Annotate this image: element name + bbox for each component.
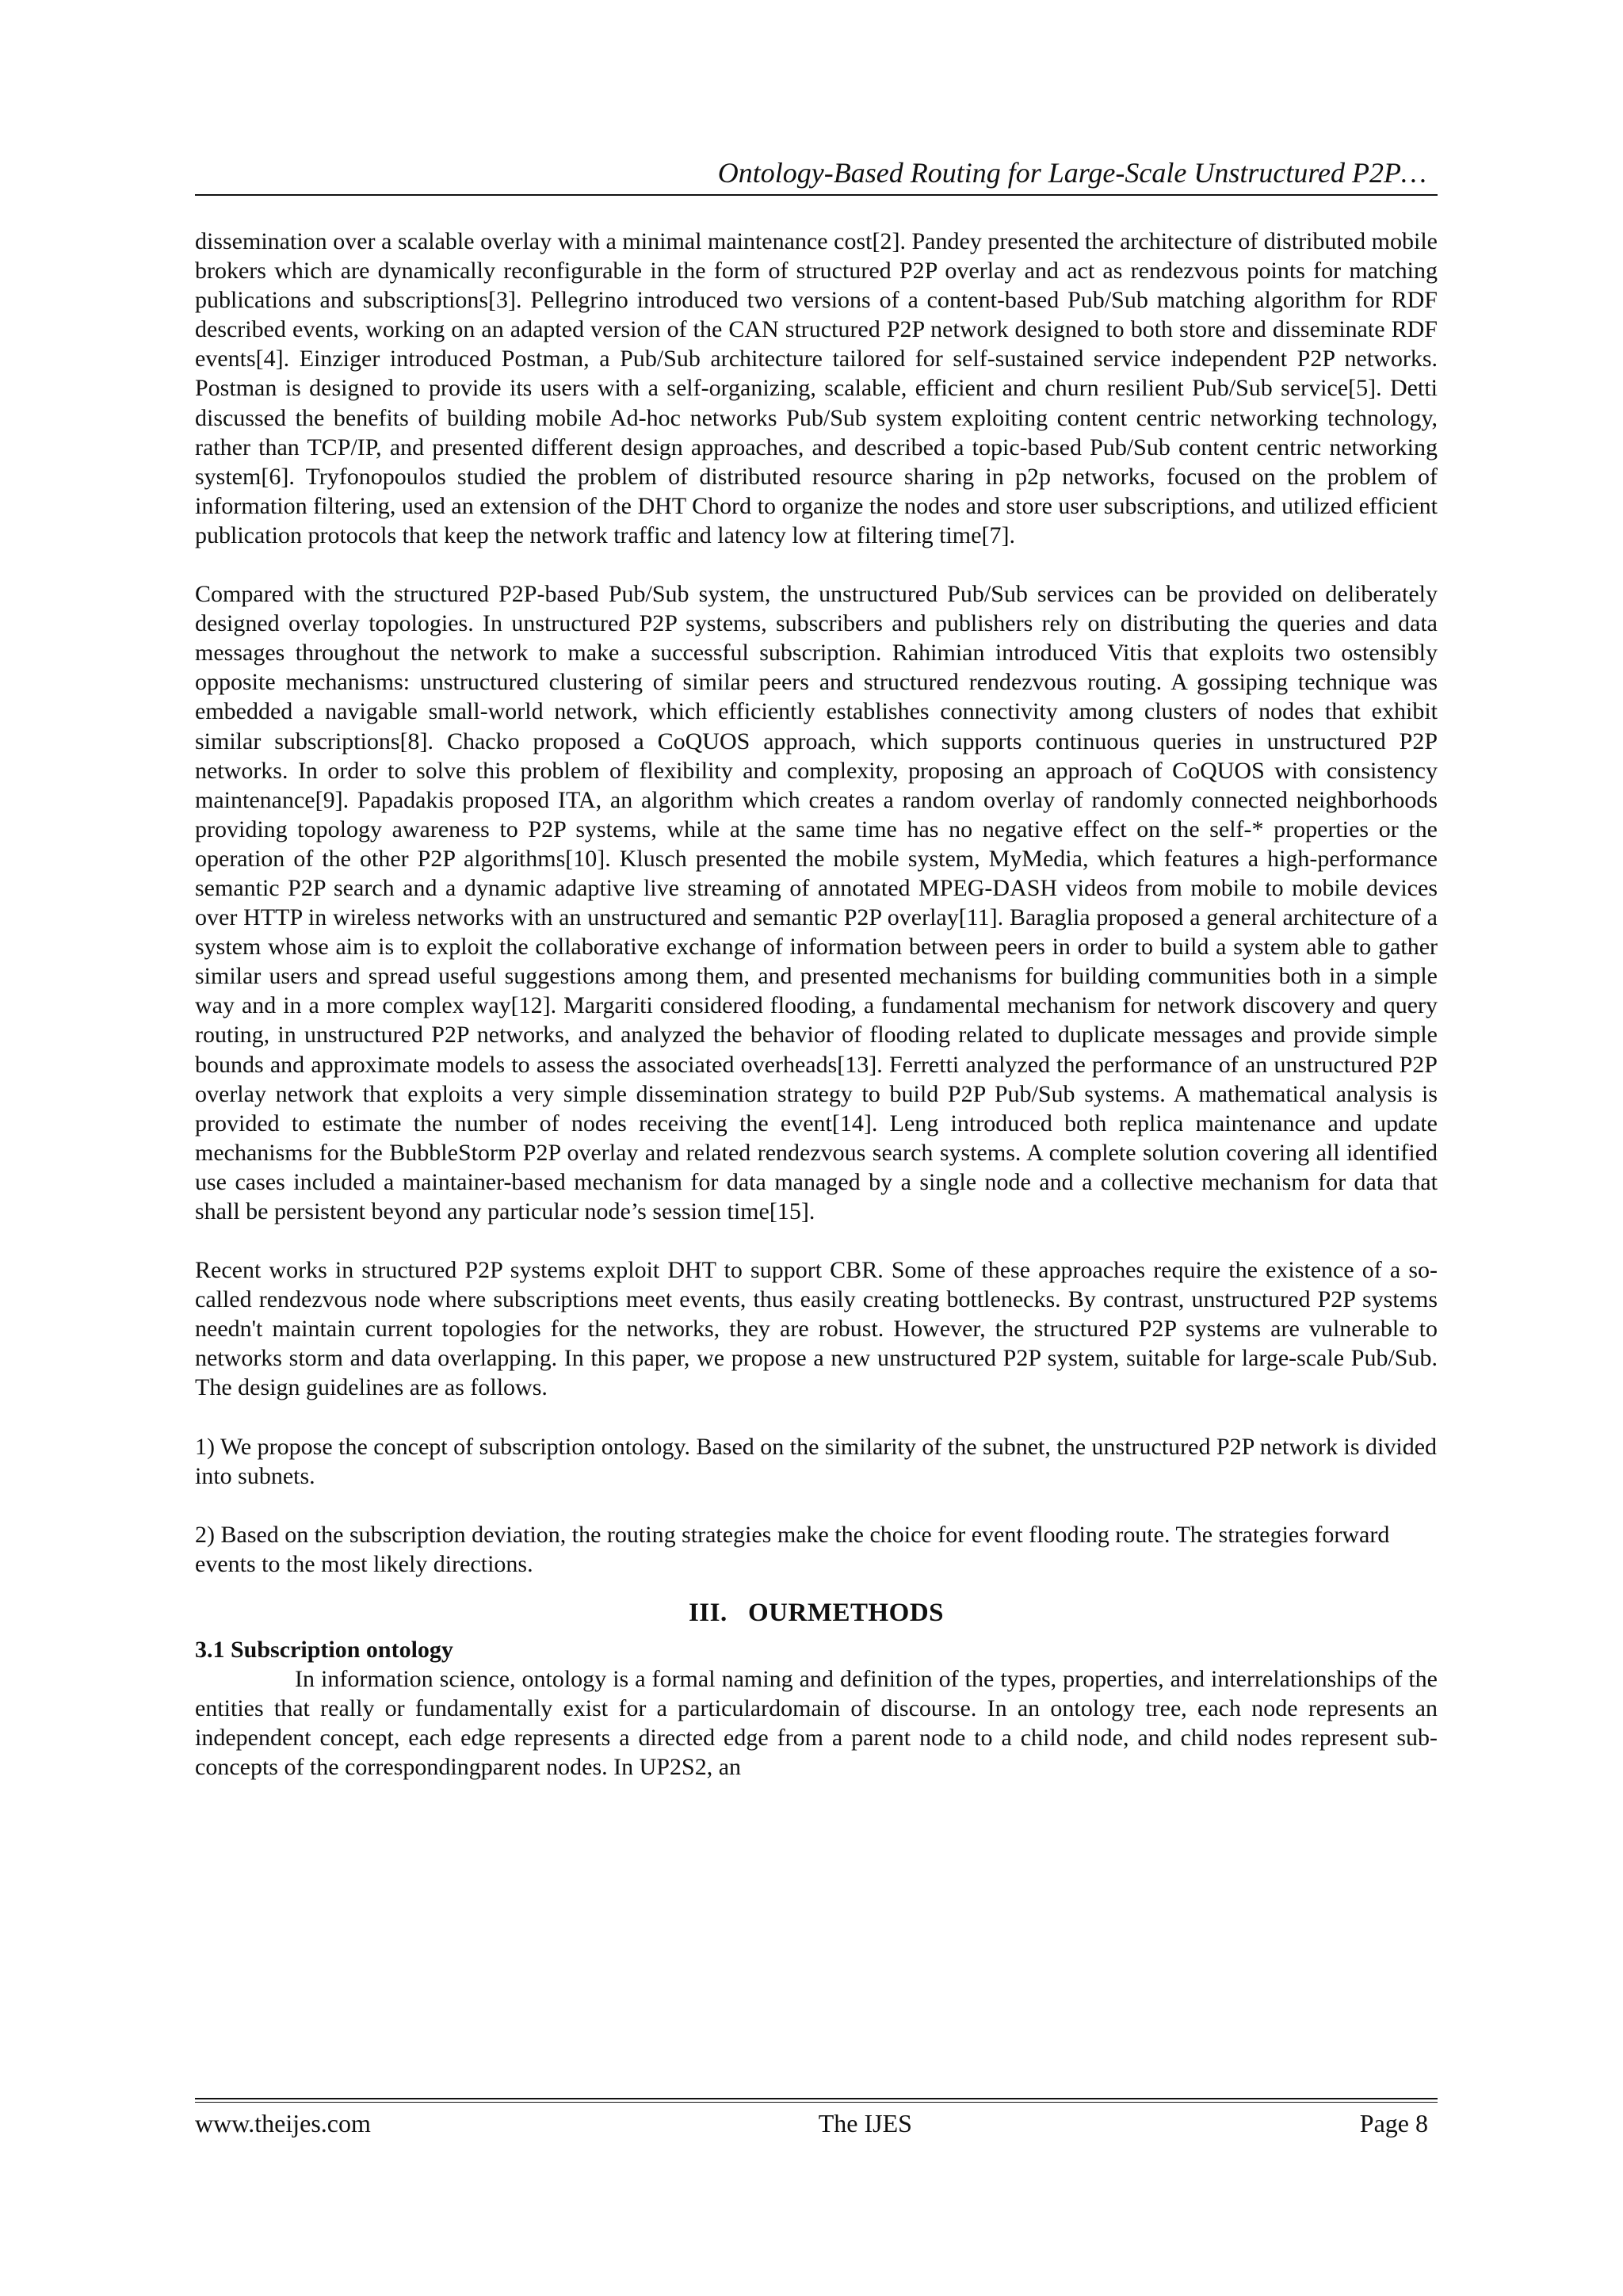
subsection-heading: 3.1 Subscription ontology xyxy=(195,1636,453,1663)
design-guideline-1: 1) We propose the concept of subscription ontology. Based on the similarity of the subnet, the unstructured P2P network is divided into subnets. xyxy=(195,1433,1438,1489)
footer-rule xyxy=(195,2098,1438,2099)
footer-page-number: Page 8 xyxy=(1359,2109,1428,2137)
body-paragraph-3: Recent works in structured P2P systems exploit DHT to support CBR. Some of these approaches require the existence of a so-called rendezvous node where subscriptions meet events, thus easily creating bottlenecks. By contrast, unstructured P2P systems needn't maintain current topologies for the networks, they are robust. However, the structured P2P systems are vulnerable to networks storm and data overlapping. In this paper, we propose a new unstructured P2P system, suitable for large-scale Pub/Sub. The design guidelines are as follows. xyxy=(195,1257,1438,1401)
header-rule xyxy=(195,194,1438,196)
footer-website: www.theijes.com xyxy=(195,2109,371,2137)
section-heading: III. OURMETHODS xyxy=(688,1598,945,1627)
running-header: Ontology-Based Routing for Large-Scale Unstructured P2P… xyxy=(717,157,1426,189)
body-paragraph-2: Compared with the structured P2P-based Pub/Sub system, the unstructured Pub/Sub services can be provided on deliberately designed overlay topologies. In unstructured P2P systems, subscribers and publishers rely on distributing the queries and data messages throughout the network to make a successful subscription. Rahimian introduced Vitis that exploits two ostensibly opposite mechanisms: unstructured clustering of similar peers and structured rendezvous routing. A gossiping technique was embedded a navigable small-world network, which efficiently establishes connectivity among clusters of nodes that exhibit similar subscriptions[8]. Chacko proposed a CoQUOS approach, which supports continuous queries in unstructured P2P networks. In order to solve this problem of flexibility and complexity, proposing an approach of CoQUOS with consistency maintenance[9]. Papadakis proposed ITA, an algorithm which creates a random overlay of randomly connected neighborhoods providing topology awareness to P2P systems, while at the same time has no negative effect on the self-* properties or the operation of the other P2P algorithms[10]. Klusch presented the mobile system, MyMedia, which features a high-performance semantic P2P search and a dynamic adaptive live streaming of annotated MPEG-DASH videos from mobile to mobile devices over HTTP in wireless networks with an unstructured and semantic P2P overlay[11]. Baraglia proposed a general architecture of a system whose aim is to exploit the collaborative exchange of information between peers in order to build a system able to gather similar users and spread useful suggestions among them, and presented mechanisms for building communities both in a simple way and in a more complex way[12]. Margariti considered flooding, a fundamental mechanism for network discovery and query routing, in unstructured P2P networks, and analyzed the behavior of flooding related to duplicate messages and provide simple bounds and approximate models to assess the associated overheads[13]. Ferretti analyzed the performance of an unstructured P2P overlay network that exploits a very simple dissemination strategy to build P2P Pub/Sub systems. A mathematical analysis is provided to estimate the number of nodes receiving the event[14]. Leng introduced both replica maintenance and update mechanisms for the BubbleStorm P2P overlay and related rendezvous search systems. A complete solution covering all identified use cases included a maintainer-based mechanism for data managed by a single node and a collective mechanism for data that shall be persistent beyond any particular node’s session time[15]. xyxy=(195,581,1438,1224)
body-paragraph-1: dissemination over a scalable overlay with a minimal maintenance cost[2]. Pandey presented the architecture of distributed mobile brokers which are dynamically reconfigurable in the form of structured P2P overlay and act as rendezvous points for matching publications and subscriptions[3]. Pellegrino introduced two versions of a content-based Pub/Sub matching algorithm for RDF described events, working on an adapted version of the CAN structured P2P network designed to both store and disseminate RDF events[4]. Einziger introduced Postman, a Pub/Sub architecture tailored for self-sustained service independent P2P networks. Postman is designed to provide its users with a self-organizing, scalable, efficient and churn resilient Pub/Sub service[5]. Detti discussed the benefits of building mobile Ad-hoc networks Pub/Sub system exploiting content centric networking technology, rather than TCP/IP, and presented different design approaches, and described a topic-based Pub/Sub content centric networking system[6]. Tryfonopoulos studied the problem of distributed resource sharing in p2p networks, focused on the problem of information filtering, used an extension of the DHT Chord to organize the nodes and store user subscriptions, and utilized efficient publication protocols that keep the network traffic and latency low at filtering time[7]. xyxy=(195,228,1438,548)
subsection-paragraph: In information science, ontology is a formal naming and definition of the types, properties, and interrelationships of the entities that really or fundamentally exist for a particulardomain of discourse. In an ontology tree, each node represents an independent concept, each edge represents a directed edge from a parent node to a child node, and child nodes represent sub-concepts of the correspondingparent nodes. In UP2S2, an xyxy=(195,1665,1438,1781)
footer-journal: The IJES xyxy=(818,2109,912,2137)
page-body xyxy=(195,227,1438,1782)
design-guideline-2: 2) Based on the subscription deviation, the routing strategies make the choice for event flooding route. The strategies forward events to the most likely directions. xyxy=(195,1521,1390,1577)
footer-rule-thin xyxy=(195,2102,1438,2103)
page-footer xyxy=(195,2107,1438,2139)
